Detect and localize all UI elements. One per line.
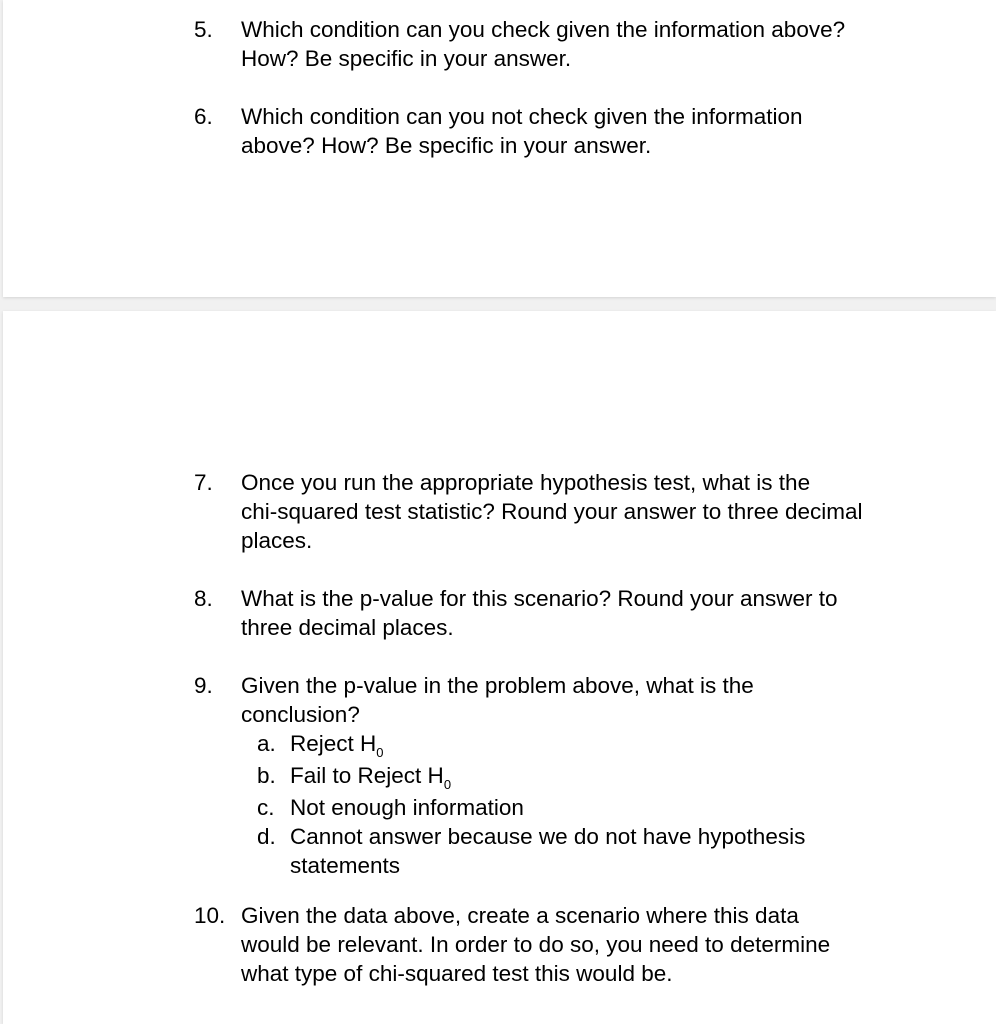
page-2 — [3, 311, 996, 1024]
question-7 — [3, 468, 996, 555]
option-letter: c. — [257, 795, 275, 820]
option-text: Cannot answer because we do not have hypothesis statements — [290, 824, 806, 878]
subscript: 0 — [443, 777, 452, 792]
question-number: 6. — [194, 104, 213, 129]
option-b — [241, 761, 996, 793]
question-line: what type of chi-squared test this would be. — [241, 961, 673, 986]
page-1 — [3, 0, 996, 297]
option-letter: d. — [257, 824, 276, 849]
option-c — [241, 793, 996, 822]
question-10 — [3, 901, 996, 988]
question-text — [241, 102, 931, 160]
option-letter: b. — [257, 763, 276, 788]
question-number: 9. — [194, 673, 213, 698]
question-text — [241, 468, 931, 555]
question-line: Once you run the appropriate hypothesis test, what is the — [241, 470, 811, 495]
question-text — [241, 671, 931, 729]
question-9 — [3, 671, 996, 880]
option-text: Fail to Reject $H_0$ — [290, 763, 452, 792]
question-number: 8. — [194, 586, 213, 611]
question-5 — [3, 15, 996, 73]
option-a — [241, 729, 996, 761]
question-8 — [3, 584, 996, 642]
question-text — [241, 901, 931, 988]
question-number: 5. — [194, 17, 213, 42]
question-6 — [3, 102, 996, 160]
question-line: Given the data above, create a scenario where this data — [241, 903, 799, 928]
question-line: What is the p-value for this scenario? Round your answer to — [241, 586, 838, 611]
option-text: Reject $H_0$ — [290, 731, 384, 760]
question-line: How? Be specific in your answer. — [241, 46, 572, 71]
option-text: Not enough information — [290, 795, 524, 820]
question-text — [241, 584, 931, 642]
option-letter: a. — [257, 731, 276, 756]
question-number: 7. — [194, 470, 213, 495]
question-line: chi-squared test statistic? Round your answer to three decimal — [241, 499, 863, 524]
question-text — [241, 15, 931, 73]
answer-options — [241, 729, 996, 880]
question-line: Which condition can you check given the information above? — [241, 17, 846, 42]
option-d — [241, 822, 996, 880]
question-line: above? How? Be specific in your answer. — [241, 133, 652, 158]
question-line: Given the p-value in the problem above, what is the — [241, 673, 754, 698]
question-line: Which condition can you not check given the information — [241, 104, 803, 129]
question-line: three decimal places. — [241, 615, 454, 640]
question-line: places. — [241, 528, 313, 553]
question-line: would be relevant. In order to do so, you need to determine — [241, 932, 831, 957]
subscript: 0 — [376, 745, 384, 760]
question-line: conclusion? — [241, 702, 360, 727]
question-number: 10. — [194, 903, 226, 928]
